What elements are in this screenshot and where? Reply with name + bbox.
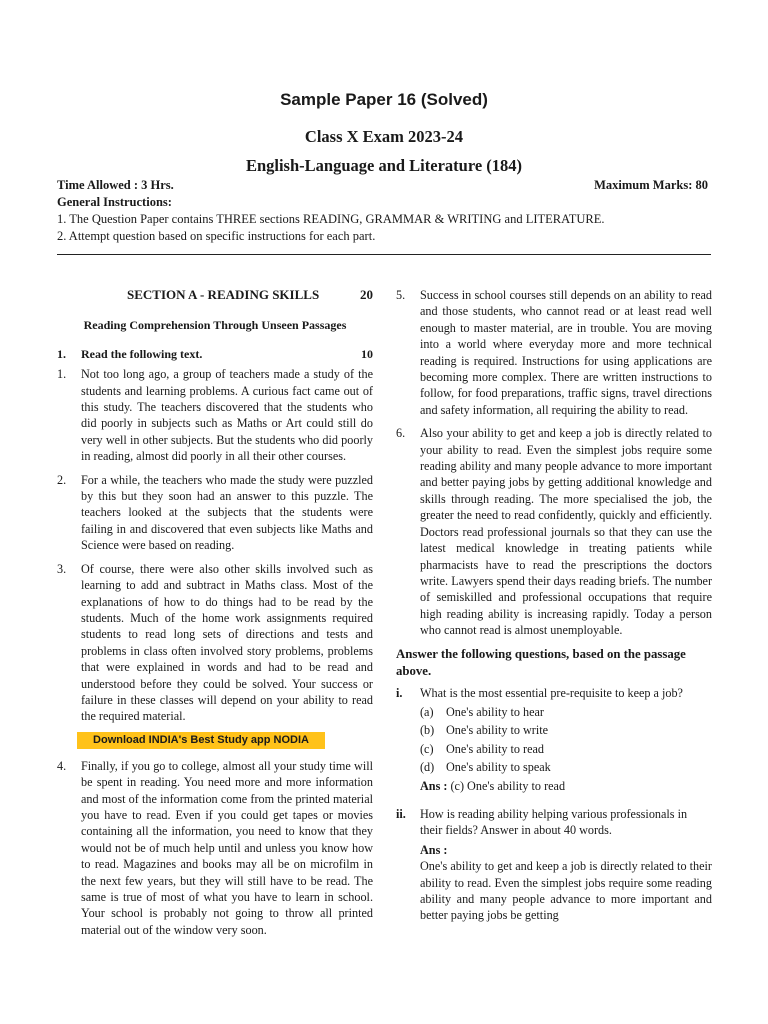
download-app-banner[interactable]: Download INDIA's Best Study app NODIA — [77, 732, 325, 749]
options-list — [396, 704, 712, 776]
option-letter: (c) — [420, 741, 434, 756]
exam-meta — [57, 177, 708, 245]
passage-paragraph — [396, 425, 712, 638]
paragraph-text: Of course, there were also other skills involved such as learning to add and subtract in Maths class. Most of the explanations of how to do things had to be read by the students. Much of the home work assignments required students to read long sets of directions and tests and problems in class often involved story problems, problems that were explained in words and had to be read and understood before they could be solved. Your success or failure in these classes will depend on your ability to read the required material. — [81, 561, 373, 724]
option-letter: (a) — [420, 704, 434, 719]
time-marks-row — [57, 177, 708, 194]
sub-question — [396, 806, 712, 839]
time-allowed: Time Allowed : 3 Hrs. — [57, 178, 174, 192]
instruction-item: 2. Attempt question based on specific instructions for each part. — [57, 229, 376, 243]
sub-question-number: i. — [396, 685, 403, 700]
answer-label: Ans : — [420, 842, 448, 857]
option-item — [420, 704, 712, 720]
paragraph-text: Not too long ago, a group of teachers made a study of the students and learning problems. A curious fact came out of this study. The teachers discovered that the students who did poorly in subjects such as Maths or Art could still do very well in other subjects. But the students who did poorly in reading, almost did poorly in all their other courses. — [81, 367, 373, 464]
section-title: SECTION A - READING SKILLS — [127, 287, 320, 302]
answer-label: Ans : — [420, 778, 448, 793]
section-marks: 20 — [360, 287, 373, 302]
option-text: One's ability to read — [446, 741, 544, 756]
option-letter: (b) — [420, 723, 435, 738]
option-text: One's ability to speak — [446, 760, 551, 775]
paragraph-number: 2. — [57, 472, 67, 487]
left-column — [57, 287, 373, 945]
paragraph-number: 6. — [396, 426, 406, 441]
question-prompt: Read the following text. — [81, 346, 203, 361]
header-divider — [57, 254, 711, 255]
sub-question — [396, 685, 712, 701]
answer-text: One's ability to get and keep a job is directly related to their ability to read. Even the simplest jobs require some reading ability and many people advance to more important and better paying jobs be getting — [420, 859, 712, 923]
answer-line — [396, 778, 712, 794]
question-number: 1. — [57, 346, 66, 361]
answer-text: (c) One's ability to read — [450, 778, 566, 793]
passage-paragraph — [396, 287, 712, 418]
sub-question-text: How is reading ability helping various professionals in their fields? Answer in about 40 words. — [420, 806, 688, 838]
paragraph-text: Also your ability to get and keep a job is directly related to your ability to read. Even the simplest jobs require some reading ability and many people advance to more important and better paying jobs by getting additional knowledge and skills through reading. The more specialised the job, the greater the need to read confidently, quickly and efficiently. Doctors read professional journals so that they can use the latest medical knowledge in treating patients while pharmacists have to read the prescriptions the doctors write. Lawyers spend their days reading briefs. The number of semiskilled and professional occupations that require high reading ability is increasing rapidly. Today a person who cannot read is almost unemployable. — [420, 426, 712, 638]
option-item — [420, 741, 712, 757]
right-column — [396, 287, 712, 924]
subject-title: English-Language and Literature (184) — [245, 156, 523, 175]
passage-paragraph — [57, 758, 373, 938]
general-instructions-label: General Instructions: — [57, 195, 172, 209]
paragraph-number: 3. — [57, 561, 67, 576]
paragraph-text: Finally, if you go to college, almost all your study time will be spent in reading. You need more and more information and most of the information come from the printed material you have to read. Even if you could get tapes or movies containing all the information, you need to know that they would not be of much help until and unless you know how to read. Magazines and books may all be on microfilm in the next few years, but they will still have to be read. The same is true of most of what you have to learn in school. Your school is probably not going to throw all printed material out of the window very soon. — [81, 758, 373, 937]
paragraph-number: 1. — [57, 367, 67, 382]
question-heading — [57, 346, 373, 362]
paragraph-text: Success in school courses still depends on an ability to read and those students, who cannot read or at least read well enough to master material, are in trouble. You are moving into a world where everyday more and more technical reading is required. Instructions for using applications are becoming more complex. There are written instructions to follow, for food preparations, traffic signs, travel directions and safety information, all requiring the ability to read. — [420, 288, 712, 417]
option-text: One's ability to hear — [446, 704, 544, 719]
answer-block — [396, 842, 712, 924]
sub-question-text: What is the most essential pre-requisite to keep a job? — [420, 685, 683, 700]
paragraph-number: 4. — [57, 758, 67, 773]
maximum-marks: Maximum Marks: 80 — [594, 178, 708, 192]
paragraph-text: For a while, the teachers who made the study were puzzled by this but they soon had an answer to this puzzle. The teachers looked at the subjects that the students were failing in and discovered that even subjects like Maths and Science were based on reading. — [81, 472, 373, 553]
paragraph-number: 5. — [396, 288, 406, 302]
option-letter: (d) — [420, 760, 435, 775]
sub-question-number: ii. — [396, 806, 406, 821]
question-marks: 10 — [361, 346, 373, 361]
section-subtitle: Reading Comprehension Through Unseen Passages — [83, 318, 347, 333]
option-text: One's ability to write — [446, 723, 549, 738]
option-item — [420, 759, 712, 775]
option-item — [420, 722, 712, 738]
passage-paragraph — [57, 472, 373, 554]
paper-title: Sample Paper 16 (Solved) — [280, 90, 488, 109]
answer-heading: Answer the following questions, based on the passage above. — [396, 646, 686, 678]
instruction-item: 1. The Question Paper contains THREE sections READING, GRAMMAR & WRITING and LITERATURE. — [57, 212, 605, 226]
passage-paragraph — [57, 366, 373, 464]
exam-title: Class X Exam 2023-24 — [304, 127, 464, 146]
passage-paragraph — [57, 561, 373, 725]
section-heading — [57, 287, 373, 303]
